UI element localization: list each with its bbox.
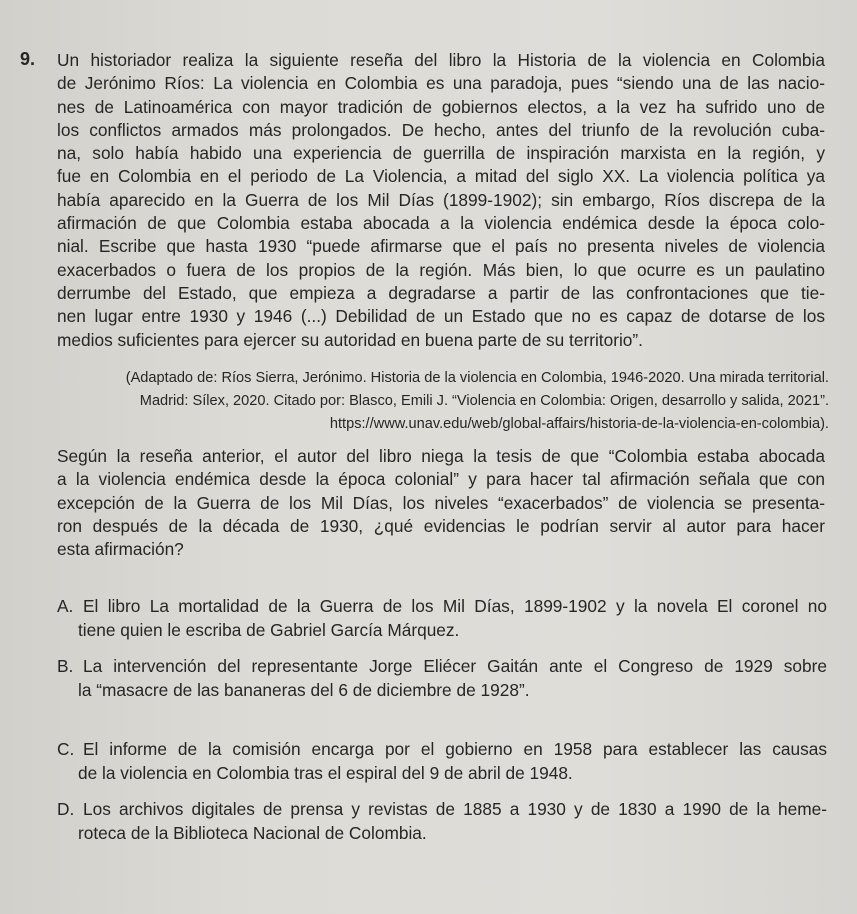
option-letter: B. [57,656,74,676]
text-line: Madrid: Sílex, 2020. Citado por: Blasco, Emili J. “Violencia en Colombia: Origen, desarrollo y salida, 2021”. [139,393,829,409]
option-letter: D. [57,799,75,819]
text-line: na, solo había habido una experiencia de guerrilla de inspiración marxista en la región, y [57,143,825,164]
text-line: Un historiador realiza la siguiente reseña del libro la Historia de la violencia en Colombia [57,50,825,70]
text-line: de la violencia en Colombia tras el espiral del 9 de abril de 1948. [78,762,573,783]
text-line: la “masacre de las bananeras del 6 de diciembre de 1928”. [78,679,530,700]
text-line: nial. Escribe que hasta 1930 “puede afirmarse que el país no presenta niveles de violencia [57,236,825,257]
text-line: ron después de la década de 1930, ¿qué evidencias le podrían servir al autor para hacer [57,515,825,536]
text-line: a la violencia endémica desde la época colonial” y para hacer tal afirmación señala que con [57,469,825,490]
text-line: esta afirmación? [57,539,184,560]
text-line: Según la reseña anterior, el autor del libro niega la tesis de que “Colombia estaba abocada [57,446,825,466]
text-line: excepción de la Guerra de los Mil Días, los niveles “exacerbados” de violencia se presenta- [57,492,825,513]
option-letter: A. [57,596,74,616]
question-prompt [57,445,825,561]
option-text [78,595,827,642]
text-line: afirmación de que Colombia estaba abocada a la violencia endémica desde la época colo- [57,213,825,234]
text-line: exacerbados o fuera de los propios de la región. Más bien, lo que ocurre es un paulatino [57,259,825,280]
text-line: nes de Latinoamérica con mayor tradición de gobiernos electos, a la vez ha sufrido uno de [57,96,825,117]
text-line: roteca de la Biblioteca Nacional de Colombia. [78,822,427,843]
option-text [78,655,827,702]
text-line: de Jerónimo Ríos: La violencia en Colombia es una paradoja, pues “siendo una de las nacio- [57,73,825,94]
question-number: 9. [20,49,36,69]
text-line: nen lugar entre 1930 y 1946 (...) Debilidad de un Estado que no es capaz de dotarse de los [57,306,825,327]
text-line: fue en Colombia en el periodo de La Violencia, a mitad del siglo XX. La violencia política ya [57,166,825,187]
text-line: (Adaptado de: Ríos Sierra, Jerónimo. Historia de la violencia en Colombia, 1946-2020. Una mirada territorial. [125,370,829,386]
text-line: El informe de la comisión encarga por el gobierno en 1958 para establecer las causas [83,739,827,759]
option-letter: C. [57,739,75,759]
text-line: medios suficientes para ejercer su autoridad en buena parte de su territorio”. [57,329,643,350]
text-line: los conflictos armados más prolongados. De hecho, antes del triunfo de la revolución cuba- [57,119,825,140]
text-line: El libro La mortalidad de la Guerra de los Mil Días, 1899-1902 y la novela El coronel no [83,596,827,616]
text-line: tiene quien le escriba de Gabriel García Márquez. [78,619,460,640]
citation [99,367,829,436]
text-line: Los archivos digitales de prensa y revistas de 1885 a 1930 y de 1830 a 1990 de la heme- [83,799,827,819]
text-line: La intervención del representante Jorge Eliécer Gaitán ante el Congreso de 1929 sobre [83,656,827,676]
option-text [78,798,827,845]
text-line: derrumbe del Estado, que empieza a degradarse a partir de las confrontaciones que tie- [57,282,825,303]
option-text [78,738,827,785]
text-line: https://www.unav.edu/web/global-affairs/historia-de-la-violencia-en-colombia). [329,416,829,432]
text-line: había aparecido en la Guerra de los Mil Días (1899-1902); sin embargo, Ríos discrepa de la [57,189,825,210]
question-stem [57,49,825,352]
